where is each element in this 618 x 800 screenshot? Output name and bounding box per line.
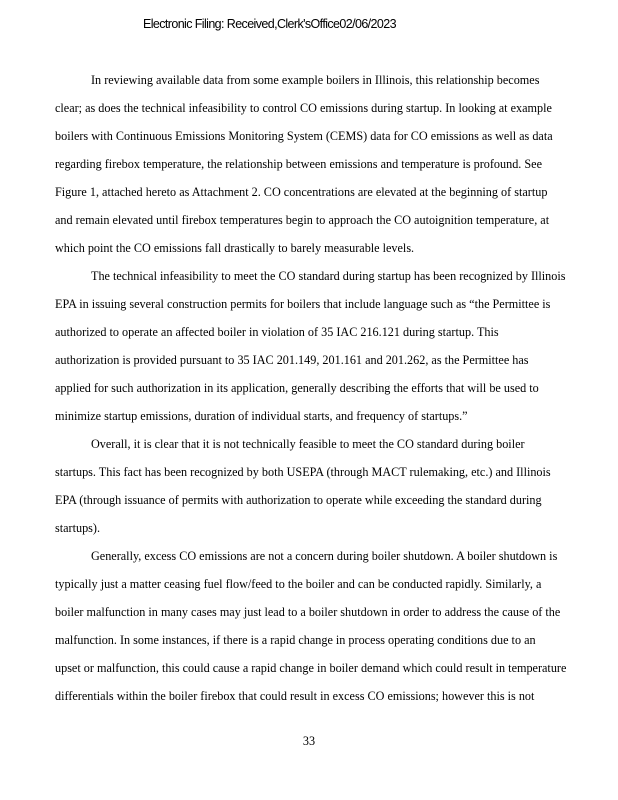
paragraph-permits xyxy=(55,262,565,430)
page-number: 33 xyxy=(302,734,316,748)
text-line: minimize startup emissions, duration of individual starts, and frequency of startups.” xyxy=(55,409,468,423)
text-line: which point the CO emissions fall drastically to barely measurable levels. xyxy=(55,241,415,255)
paragraph-shutdown xyxy=(55,542,565,710)
text-line: malfunction. In some instances, if there is a rapid change in process operating conditions due to an xyxy=(55,633,536,647)
paragraph-overall xyxy=(55,430,565,542)
text-line: authorized to operate an affected boiler in violation of 35 IAC 216.121 during startup. This xyxy=(55,325,499,339)
text-line: upset or malfunction, this could cause a rapid change in boiler demand which could result in temperature xyxy=(55,661,567,675)
text-line: boilers with Continuous Emissions Monitoring System (CEMS) data for CO emissions as well as data xyxy=(55,129,553,143)
text-line: Figure 1, attached hereto as Attachment 2. CO concentrations are elevated at the beginning of startup xyxy=(55,185,548,199)
text-line: differentials within the boiler firebox that could result in excess CO emissions; however this is not xyxy=(55,689,535,703)
text-line: In reviewing available data from some example boilers in Illinois, this relationship becomes xyxy=(91,73,540,87)
text-line: regarding firebox temperature, the relationship between emissions and temperature is profound. See xyxy=(55,157,543,171)
text-line: typically just a matter ceasing fuel flow/feed to the boiler and can be conducted rapidly. Similarly, a xyxy=(55,577,542,591)
filing-stamp-header: Electronic Filing: Received,Clerk'sOffice02/06/2023 xyxy=(143,17,396,31)
text-line: applied for such authorization in its application, generally describing the efforts that will be used to xyxy=(55,381,539,395)
text-line: The technical infeasibility to meet the CO standard during startup has been recognized by Illinois xyxy=(91,269,566,283)
text-line: authorization is provided pursuant to 35 IAC 201.149, 201.161 and 201.262, as the Permittee has xyxy=(55,353,529,367)
text-line: Overall, it is clear that it is not technically feasible to meet the CO standard during boiler xyxy=(91,437,525,451)
text-line: boiler malfunction in many cases may just lead to a boiler shutdown in order to address the cause of the xyxy=(55,605,561,619)
text-line: EPA in issuing several construction permits for boilers that include language such as “the Permittee is xyxy=(55,297,551,311)
document-body xyxy=(55,66,565,710)
paragraph-startup-data xyxy=(55,66,565,262)
text-line: EPA (through issuance of permits with authorization to operate while exceeding the standard during xyxy=(55,493,542,507)
text-line: Generally, excess CO emissions are not a concern during boiler shutdown. A boiler shutdown is xyxy=(91,549,558,563)
text-line: and remain elevated until firebox temperatures begin to approach the CO autoignition temperature, at xyxy=(55,213,550,227)
text-line: startups. This fact has been recognized by both USEPA (through MACT rulemaking, etc.) and Illinois xyxy=(55,465,551,479)
text-line: startups). xyxy=(55,521,101,535)
text-line: clear; as does the technical infeasibility to control CO emissions during startup. In looking at example xyxy=(55,101,552,115)
